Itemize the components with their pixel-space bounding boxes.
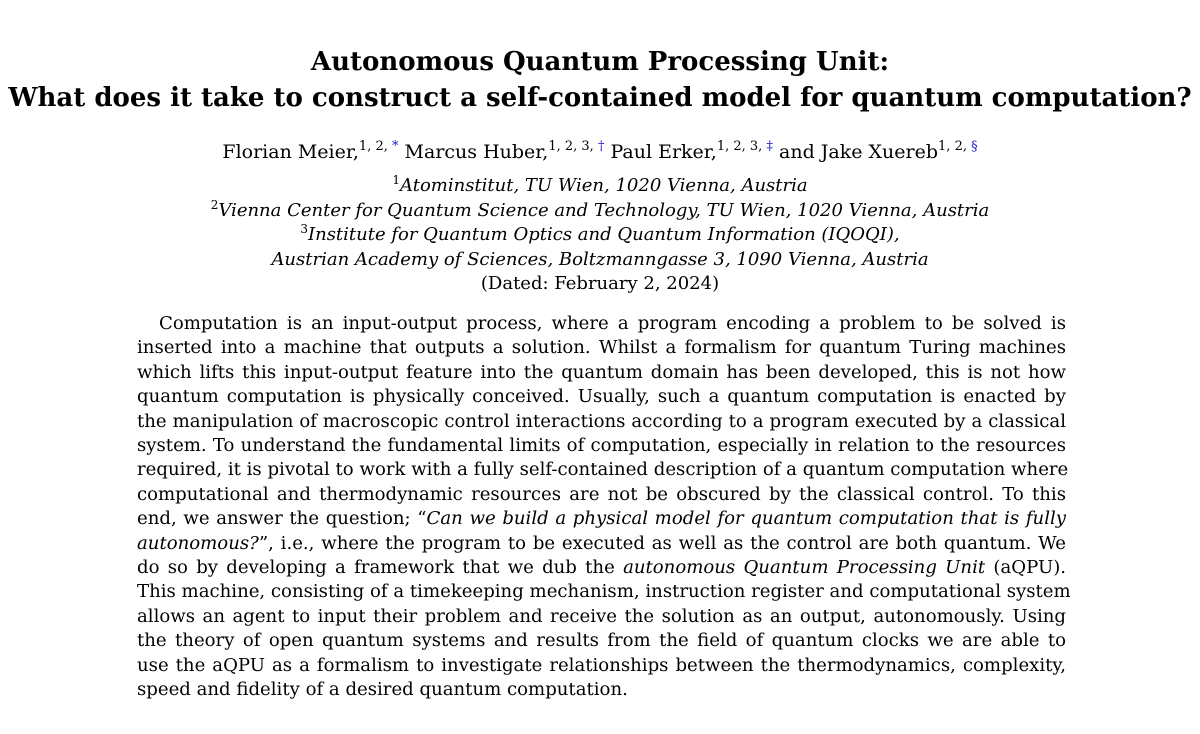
affiliation-text: Austrian Academy of Sciences, Boltzmanngasse 3, 1090 Vienna, Austria xyxy=(271,248,929,270)
affiliation-1 xyxy=(0,174,1200,199)
footnote-mark[interactable]: † xyxy=(597,139,605,154)
abstract-italic: Can we build a physical model for quantum computation that is fully xyxy=(426,508,1066,530)
abstract-italic: autonomous Quantum Processing Unit xyxy=(623,557,986,579)
footnote-mark[interactable]: * xyxy=(392,139,399,154)
dated-line: (Dated: February 2, 2024) xyxy=(480,273,720,294)
abstract-line xyxy=(137,507,1066,531)
author-name: Marcus Huber, xyxy=(404,141,549,163)
affiliation-sup: 2 xyxy=(210,197,219,212)
author-name: Florian Meier, xyxy=(222,141,359,163)
abstract-line: system. To understand the fundamental limits of computation, especially in relation to the resources xyxy=(137,435,1066,457)
footnote-mark[interactable]: § xyxy=(971,139,978,154)
affiliation-text: Institute for Quantum Optics and Quantum Information (IQOQI), xyxy=(307,224,900,245)
abstract-text: do so by developing a framework that we dub the xyxy=(137,557,624,579)
title-line-2: What does it take to construct a self-contained model for quantum computation? xyxy=(8,83,1192,113)
abstract-line: required, it is pivotal to work with a fully self-contained description of a quantum computation where xyxy=(137,459,1069,481)
title-line-1: Autonomous Quantum Processing Unit: xyxy=(310,47,890,77)
abstract xyxy=(137,312,1071,703)
abstract-line: which lifts this input-output feature into the quantum domain has been developed, this is not how xyxy=(137,361,1066,383)
author-affil-sup: 1, 2, 3, xyxy=(716,139,767,154)
affiliation-sup: 3 xyxy=(300,222,308,236)
author-name: Paul Erker, xyxy=(610,141,717,163)
affiliation-text: Atominstitut, TU Wien, 1020 Vienna, Austria xyxy=(400,175,808,196)
author-affil-sup: 1, 2, xyxy=(938,139,972,154)
abstract-line: use the aQPU as a formalism to investigate relationships between the thermodynamics, complexity, xyxy=(137,654,1066,676)
footnote-mark[interactable]: ‡ xyxy=(766,139,773,154)
abstract-line: quantum computation is physically conceived. Usually, such a quantum computation is enacted by xyxy=(137,386,1066,408)
abstract-line: computational and thermodynamic resources are not be obscured by the classical control. To this xyxy=(137,483,1066,505)
abstract-line: This machine, consisting of a timekeeping mechanism, instruction register and computational system xyxy=(137,581,1071,603)
abstract-line xyxy=(137,556,1066,580)
affiliation-3 xyxy=(0,223,1200,248)
abstract-text: end, we answer the question; “ xyxy=(137,508,427,530)
author-list xyxy=(0,138,1200,166)
affiliation-block xyxy=(0,174,1200,297)
paper-title xyxy=(0,44,1200,116)
abstract-line: speed and fidelity of a desired quantum computation. xyxy=(137,679,628,701)
author-affil-sup: 1, 2, xyxy=(358,139,392,154)
abstract-line: allows an agent to input their problem and receive the solution as an output, autonomously. Using xyxy=(137,605,1066,627)
author-affil-sup: 1, 2, 3, xyxy=(548,139,598,154)
affiliation-sup: 1 xyxy=(392,173,401,187)
abstract-line xyxy=(137,532,1066,556)
author-name: Jake Xuereb xyxy=(820,141,939,163)
abstract-line: Computation is an input-output process, where a program encoding a problem to be solved is xyxy=(159,313,1066,334)
abstract-line: inserted into a machine that outputs a solution. Whilst a formalism for quantum Turing machines xyxy=(137,337,1066,359)
author-connector: and xyxy=(779,141,815,163)
affiliation-2 xyxy=(0,199,1200,224)
abstract-line: the theory of open quantum systems and results from the field of quantum clocks we are able to xyxy=(137,630,1066,652)
affiliation-text: Vienna Center for Quantum Science and Technology, TU Wien, 1020 Vienna, Austria xyxy=(218,199,990,221)
abstract-text: ”, i.e., where the program to be executed as well as the control are both quantum. We xyxy=(258,532,1066,554)
abstract-italic: autonomous? xyxy=(137,532,259,554)
affiliation-3-cont xyxy=(0,248,1200,273)
abstract-text: (aQPU). xyxy=(985,557,1067,579)
abstract-line: the manipulation of macroscopic control interactions according to a program executed by a classical xyxy=(137,410,1066,432)
